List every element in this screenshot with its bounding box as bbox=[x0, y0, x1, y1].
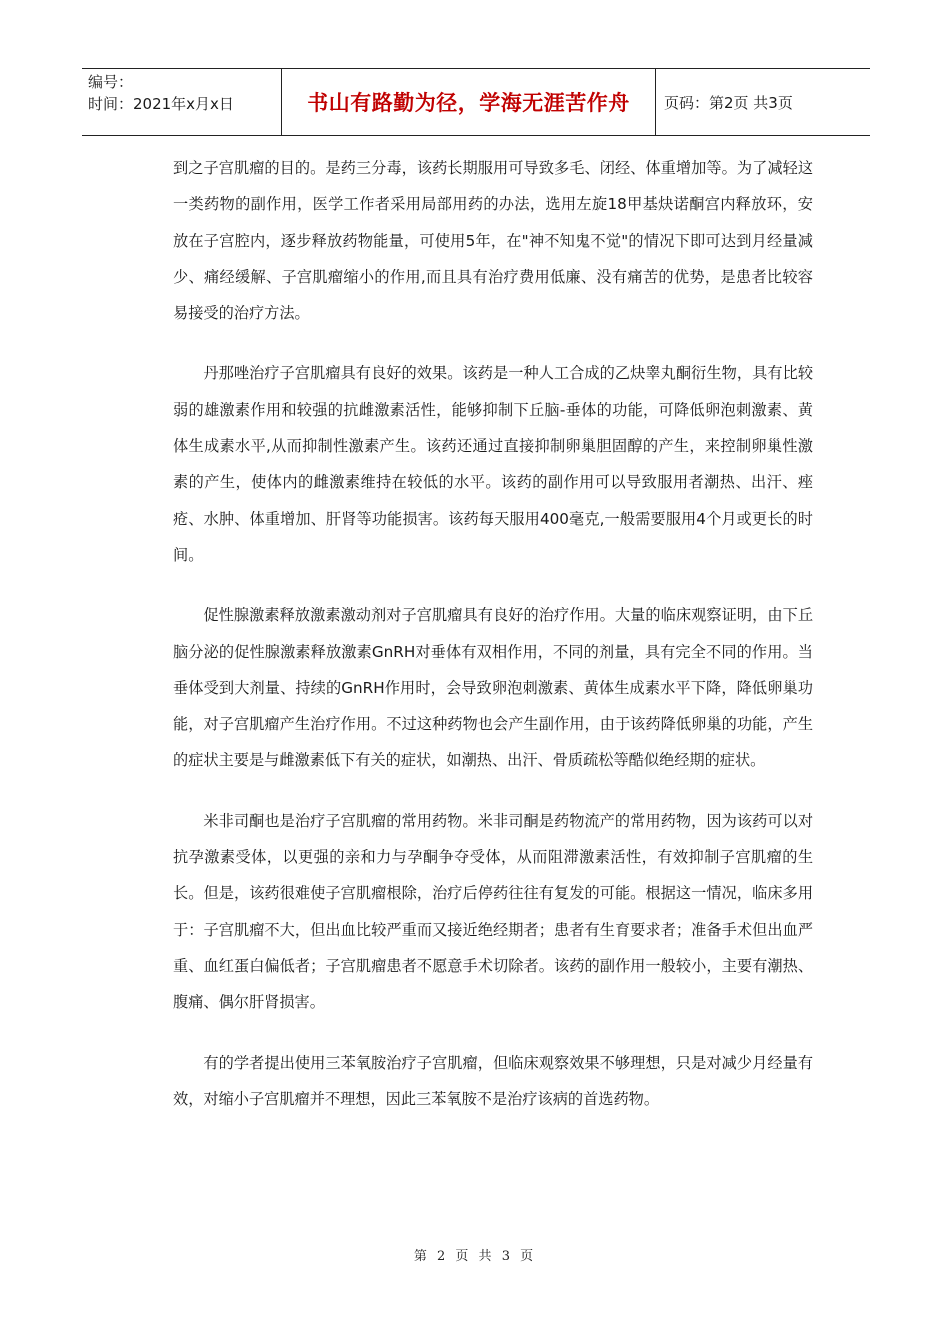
paragraph: 有的学者提出使用三苯氧胺治疗子宫肌瘤，但临床观察效果不够理想，只是对减少月经量有效，对缩小子宫肌瘤并不理想，因此三苯氧胺不是治疗该病的首选药物。 bbox=[173, 1053, 813, 1108]
paragraph: 到之子宫肌瘤的目的。是药三分毒，该药长期服用可导致多毛、闭经、体重增加等。为了减轻这一类药物的副作用，医学工作者采用局部用药的办法，选用左旋18甲基炔诺酮宫内释放环，安放在子宫腔内，逐步释放药物能量，可使用5年，在"神不知鬼不觉"的情况下即可达到月经量减少、痛经缓解、子宫肌瘤缩小的作用,而且具有治疗费用低廉、没有痛苦的优势，是患者比较容易接受的治疗方法。 bbox=[173, 159, 813, 323]
document-header bbox=[82, 68, 870, 136]
paragraph: 促性腺激素释放激素激动剂对子宫肌瘤具有良好的治疗作用。大量的临床观察证明，由下丘脑分泌的促性腺激素释放激素GnRH对垂体有双相作用，不同的剂量，具有完全不同的作用。当垂体受到大剂量、持续的GnRH作用时，会导致卵泡刺激素、黄体生成素水平下降，降低卵巢功能，对子宫肌瘤产生治疗作用。不过这种药物也会产生副作用，由于该药降低卵巢的功能，产生的症状主要是与雌激素低下有关的症状，如潮热、出汗、骨质疏松等酷似绝经期的症状。 bbox=[173, 606, 813, 770]
paragraph: 米非司酮也是治疗子宫肌瘤的常用药物。米非司酮是药物流产的常用药物，因为该药可以对抗孕激素受体，以更强的亲和力与孕酮争夺受体，从而阻滞激素活性，有效抑制子宫肌瘤的生长。但是，该药很难使子宫肌瘤根除，治疗后停药往往有复发的可能。根据这一情况，临床多用于：子宫肌瘤不大，但出血比较严重而又接近绝经期者；患者有生育要求者；准备手术但出血严重、血红蛋白偏低者；子宫肌瘤患者不愿意手术切除者。该药的副作用一般较小，主要有潮热、腹痛、偶尔肝肾损害。 bbox=[173, 811, 813, 1012]
document-number-label: 编号： bbox=[88, 73, 134, 91]
page-footer: 第 2 页 共 3 页 bbox=[413, 1249, 537, 1264]
paragraph: 丹那唑治疗子宫肌瘤具有良好的效果。该药是一种人工合成的乙炔睾丸酮衍生物，具有比较弱的雄激素作用和较强的抗雌激素活性，能够抑制下丘脑-垂体的功能，可降低卵泡刺激素、黄体生成素水平,从而抑制性激素产生。该药还通过直接抑制卵巢胆固醇的产生，来控制卵巢性激素的产生，使体内的雌激素维持在较低的水平。该药的副作用可以导致服用者潮热、出汗、痤疮、水肿、体重增加、肝肾等功能损害。该药每天服用400毫克,一般需要服用4个月或更长的时间。 bbox=[173, 364, 813, 564]
header-motto: 书山有路勤为径，学海无涯苦作舟 bbox=[282, 69, 656, 135]
document-time-label: 时间：2021年x月x日 bbox=[88, 95, 234, 113]
header-page-info: 页码：第2页 共3页 bbox=[664, 93, 793, 112]
document-body bbox=[173, 150, 813, 1141]
header-meta bbox=[82, 69, 282, 135]
